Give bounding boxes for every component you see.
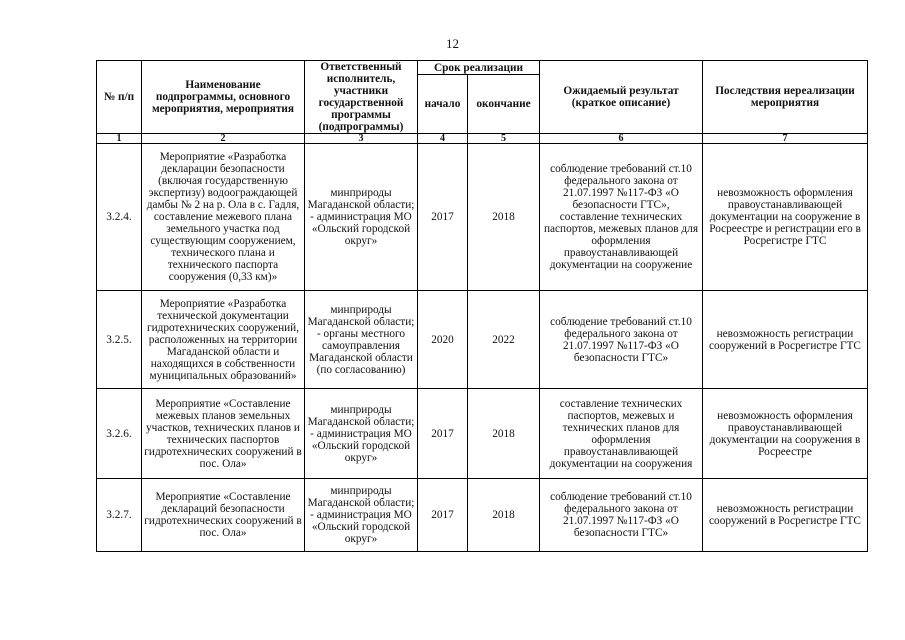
row-num: 3.2.7. [97, 479, 142, 552]
row-end: 2018 [468, 389, 540, 479]
header-end: окончание [468, 75, 540, 134]
row-consequences: невозможность оформления правоустанавливающей документации на сооружение в Росреестре и регистрации его в Росрегистре ГТС [703, 144, 868, 291]
row-start: 2017 [418, 479, 468, 552]
header-start: начало [418, 75, 468, 134]
row-consequences: невозможность оформления правоустанавливающей документации на сооружения в Росреестре [703, 389, 868, 479]
column-number: 4 [418, 134, 468, 144]
row-end: 2022 [468, 291, 540, 389]
row-result: соблюдение требований ст.10 федерального закона от 21.07.1997 №117-ФЗ «О безопасности ГТС», составление технических паспортов, межевых планов для оформления правоустанавливающей документации на сооружение [540, 144, 703, 291]
column-number: 1 [97, 134, 142, 144]
row-start: 2017 [418, 144, 468, 291]
row-result: соблюдение требований ст.10 федерального закона от 21.07.1997 №117-ФЗ «О безопасности ГТС» [540, 479, 703, 552]
header-name: Наименование подпрограммы, основного мероприятия, мероприятия [142, 61, 305, 134]
row-executor: минприроды Магаданской области; - администрация МО «Ольский городской округ» [305, 389, 418, 479]
column-number: 2 [142, 134, 305, 144]
table-row [97, 389, 868, 479]
column-number: 5 [468, 134, 540, 144]
table-row [97, 479, 868, 552]
column-numbers-row [97, 134, 868, 144]
row-result: соблюдение требований ст.10 федерального закона от 21.07.1997 №117-ФЗ «О безопасности ГТС» [540, 291, 703, 389]
column-number: 3 [305, 134, 418, 144]
row-start: 2017 [418, 389, 468, 479]
page-number: 12 [446, 36, 459, 51]
row-end: 2018 [468, 144, 540, 291]
row-end: 2018 [468, 479, 540, 552]
row-num: 3.2.4. [97, 144, 142, 291]
row-name: Мероприятие «Составление деклараций безопасности гидротехнических сооружений в пос. Ола» [142, 479, 305, 552]
row-result: составление технических паспортов, межевых и технических планов для оформления правоустанавливающей документации на сооружения [540, 389, 703, 479]
row-executor: минприроды Магаданской области; - администрация МО «Ольский городской округ» [305, 144, 418, 291]
header-consequences: Последствия нереализации мероприятия [703, 61, 868, 134]
table-row [97, 291, 868, 389]
row-name: Мероприятие «Разработка технической документации гидротехнических сооружений, расположенных на территории Магаданской области и находящихся в собственности муниципальных образований» [142, 291, 305, 389]
measures-table [96, 60, 868, 552]
header-num: № п/п [97, 61, 142, 134]
row-executor: минприроды Магаданской области; - органы местного самоуправления Магаданской области (по согласованию) [305, 291, 418, 389]
row-executor: минприроды Магаданской области; - администрация МО «Ольский городской округ» [305, 479, 418, 552]
row-consequences: невозможность регистрации сооружений в Росрегистре ГТС [703, 291, 868, 389]
row-consequences: невозможность регистрации сооружений в Росрегистре ГТС [703, 479, 868, 552]
column-number: 6 [540, 134, 703, 144]
row-num: 3.2.6. [97, 389, 142, 479]
row-name: Мероприятие «Составление межевых планов земельных участков, технических планов и технических паспортов гидротехнических сооружений в пос. Ола» [142, 389, 305, 479]
header-executor: Ответственный исполнитель, участники государственной программы (подпрограммы) [305, 61, 418, 134]
row-name: Мероприятие «Разработка декларации безопасности (включая государственную экспертизу) водоограждающей дамбы № 2 на р. Ола в с. Гадля, составление межевого плана земельного участка под существующим сооружением, технического плана и технического паспорта сооружения (0,33 км)» [142, 144, 305, 291]
header-period: Срок реализации [418, 61, 540, 75]
column-number: 7 [703, 134, 868, 144]
row-start: 2020 [418, 291, 468, 389]
header-result: Ожидаемый результат (краткое описание) [540, 61, 703, 134]
row-num: 3.2.5. [97, 291, 142, 389]
table-row [97, 144, 868, 291]
